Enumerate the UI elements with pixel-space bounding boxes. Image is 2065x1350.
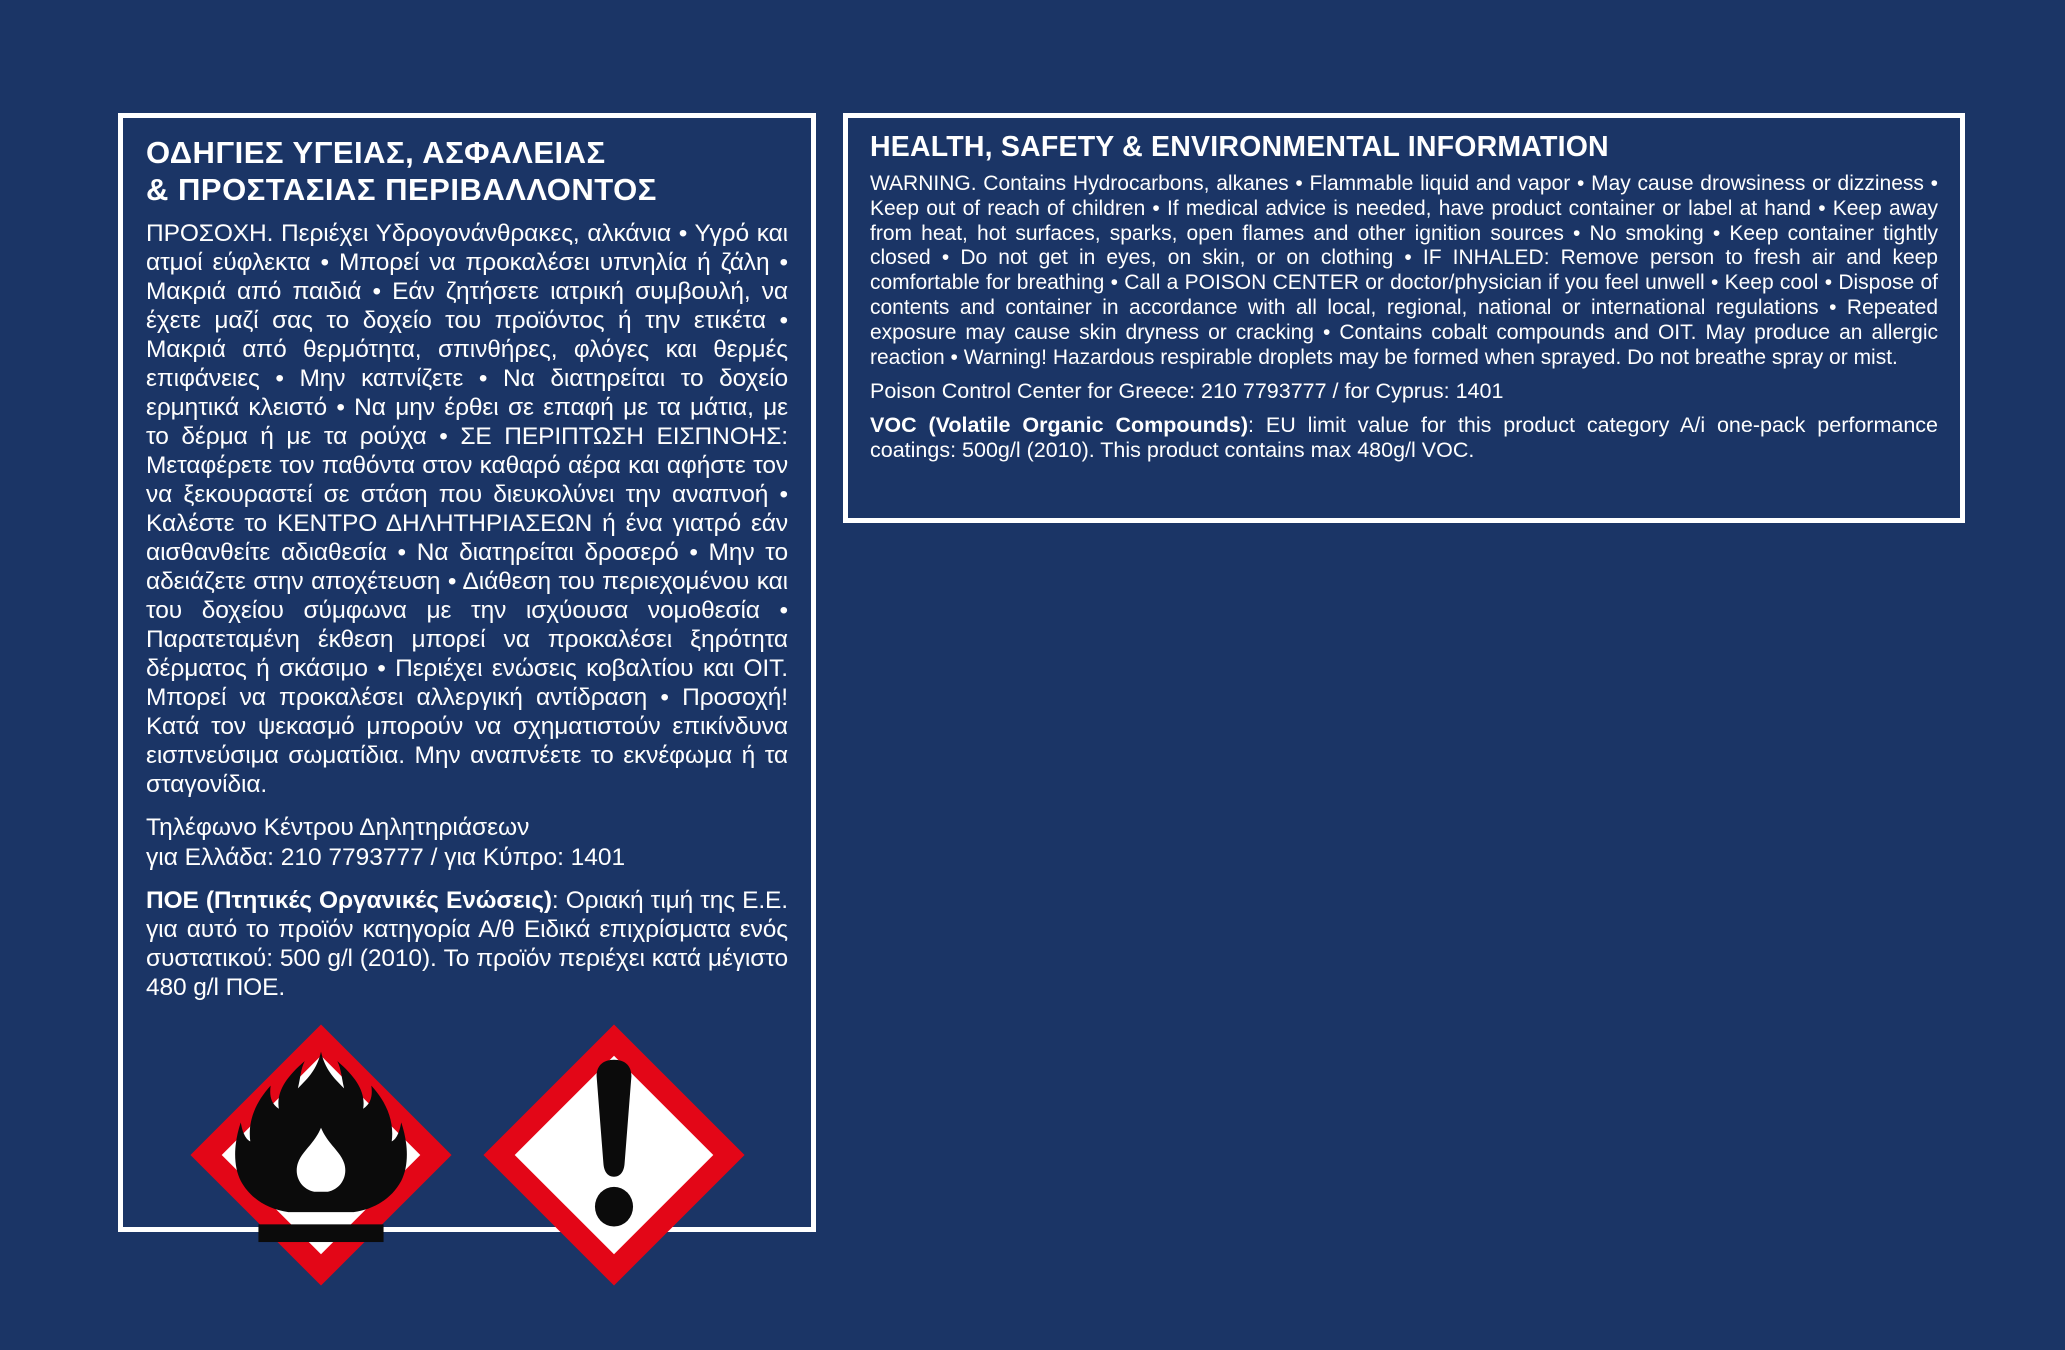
greek-title-line1: ΟΔΗΓΙΕΣ ΥΓΕΙΑΣ, ΑΣΦΑΛΕΙΑΣ	[146, 135, 606, 170]
ghs-pictogram-row	[146, 1019, 788, 1291]
english-poison-center-info: Poison Control Center for Greece: 210 7793777 / for Cyprus: 1401	[870, 379, 1504, 404]
english-info-panel	[843, 113, 1965, 523]
greek-warning-text: ΠΡΟΣΟΧΗ. Περιέχει Υδρογονάνθρακες, αλκάνια • Υγρό και ατμοί εύφλεκτα • Μπορεί να προκαλέσει υπνηλία ή ζάλη • Μακριά από παιδιά • Εάν ζητήσετε ιατρική συμβουλή, να έχετε μαζί σας το δοχείο του προϊόντος ή την ετικέτα • Μακριά από θερμότητα, σπινθήρες, φλόγες και θερμές επιφάνειες • Μην καπνίζετε • Να διατηρείται το δοχείο ερμητικά κλειστό • Να μην έρθει σε επαφή με τα μάτια, με το δέρμα ή με τα ρούχα • ΣΕ ΠΕΡΙΠΤΩΣΗ ΕΙΣΠΝΟΗΣ: Μεταφέρετε τον παθόντα στον καθαρό αέρα και αφήστε τον να ξεκουραστεί σε στάση που διευκολύνει την αναπνοή • Καλέστε το ΚΕΝΤΡΟ ΔΗΛΗΤΗΡΙΑΣΕΩΝ ή ένα γιατρό εάν αισθανθείτε αδιαθεσία • Να διατηρείται δροσερό • Μην το αδειάζετε στην αποχέτευση • Διάθεση του περιεχομένου και του δοχείου σύμφωνα με την ισχύουσα νομοθεσία • Παρατεταμένη έκθεση μπορεί να προκαλέσει ξηρότητα δέρματος ή σκάσιμο • Περιέχει ενώσεις κοβαλτίου και OIT. Μπορεί να προκαλέσει αλλεργική αντίδραση • Προσοχή! Κατά τον ψεκασμό μπορούν να σχηματιστούν επικίνδυνα εισπνεύσιμα σωματίδια. Μην αναπνέετε το εκνέφωμα ή τα σταγονίδια.	[146, 220, 788, 798]
greek-voc-rest: : Οριακή τιμή της Ε.Ε. για αυτό το προϊόν κατηγορία Α/θ Ειδικά επιχρίσματα ενός συστατικού: 500 g/l (2010). Το προϊόν περιέχει κατά μέγιστο 480 g/l ΠΟΕ.	[146, 887, 788, 1001]
english-panel-title: HEALTH, SAFETY & ENVIRONMENTAL INFORMATION	[870, 131, 1609, 163]
greek-voc-text	[146, 886, 788, 1002]
greek-voc-bold-label: ΠΟΕ (Πτητικές Οργανικές Ενώσεις)	[146, 887, 552, 914]
flame-pictogram-icon	[185, 1019, 457, 1291]
english-voc-text	[870, 413, 1938, 463]
greek-poison-center-line2: για Ελλάδα: 210 7793777 / για Κύπρο: 1401	[146, 844, 626, 871]
greek-info-panel	[118, 113, 816, 1232]
english-warning-text: WARNING. Contains Hydrocarbons, alkanes • Flammable liquid and vapor • May cause drowsiness or dizziness • Keep out of reach of children • If medical advice is needed, have product container or label at hand • Keep away from heat, hot surfaces, sparks, open flames and other ignition sources • No smoking • Keep container tightly closed • Do not get in eyes, on skin, or on clothing • IF INHALED: Remove person to fresh air and keep comfortable for breathing • Call a POISON CENTER or doctor/physician if you feel unwell • Keep cool • Dispose of contents and container in accordance with all local, regional, national or international regulations • Repeated exposure may cause skin dryness or cracking • Contains cobalt compounds and OIT. May produce an allergic reaction • Warning! Hazardous respirable droplets may be formed when sprayed. Do not breathe spray or mist.	[870, 172, 1938, 369]
english-voc-rest: : EU limit value for this product category A/i one-pack performance coatings: 500g/l (2010). This product contains max 480g/l VOC.	[870, 413, 1938, 463]
greek-panel-title	[146, 134, 788, 208]
english-voc-bold-label: VOC (Volatile Organic Compounds)	[870, 413, 1249, 438]
greek-poison-center-info	[146, 813, 788, 873]
greek-poison-center-line1: Τηλέφωνο Κέντρου Δηλητηριάσεων	[146, 814, 530, 841]
greek-title-line2: & ΠΡΟΣΤΑΣΙΑΣ ΠΕΡΙΒΑΛΛΟΝΤΟΣ	[146, 172, 657, 207]
exclamation-mark-pictogram-icon	[478, 1019, 750, 1291]
